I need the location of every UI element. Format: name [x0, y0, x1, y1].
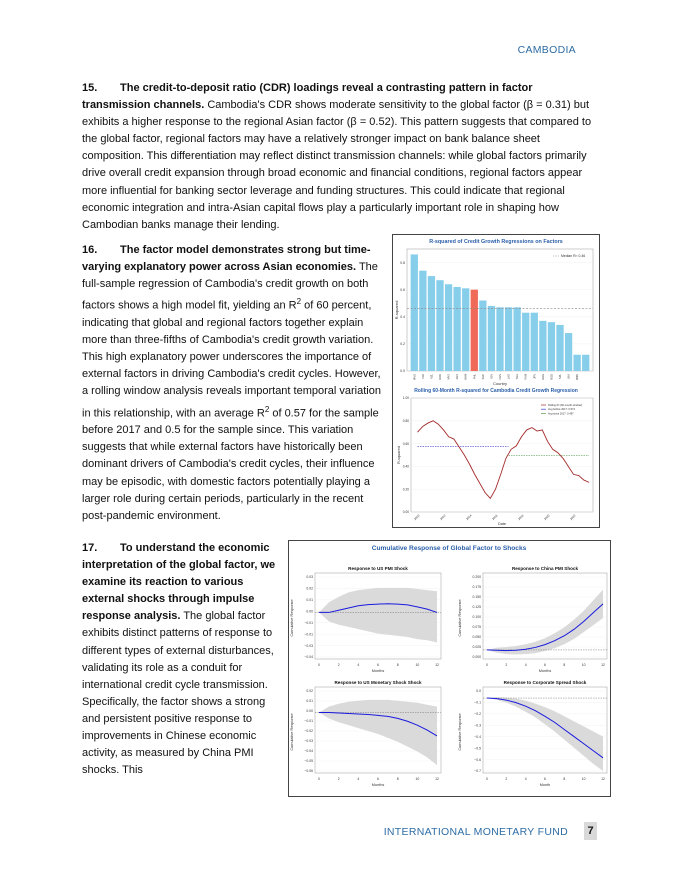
bar: [454, 287, 461, 371]
x-tick-label: 8: [396, 663, 399, 667]
x-tick-label: 2016: [491, 513, 499, 522]
y-tick-label: −0.01: [304, 632, 313, 637]
y-tick-label: 0.4: [400, 314, 405, 319]
y-tick-label: −0.1: [474, 700, 481, 705]
paragraph-17: [82, 540, 280, 779]
confidence-band: [319, 700, 437, 765]
y-tick-label: 0.40: [402, 464, 409, 469]
x-tick-label: 12: [601, 663, 605, 667]
paragraph-lead: The credit-to-deposit ratio (CDR) loadings reveal a contrasting pattern in factor transmission channels.: [82, 82, 533, 112]
y-axis-label: Cumulative Response: [458, 599, 462, 637]
bar: [548, 322, 555, 371]
x-axis-label: Country: [492, 381, 508, 386]
y-tick-label: 0.03: [306, 575, 313, 580]
x-tick-label: 10: [415, 663, 420, 667]
bar: [539, 321, 546, 371]
x-axis-label: Months: [538, 669, 552, 673]
y-tick-label: −0.01: [304, 719, 313, 724]
y-tick-label: 0.80: [402, 419, 409, 423]
y-tick-label: 0.00: [306, 609, 313, 614]
y-tick-label: 0.60: [402, 441, 409, 446]
x-tick-label: 0: [486, 777, 488, 781]
panel-title: Response to US PMI Shock: [348, 566, 408, 571]
x-tick-label: 4: [357, 777, 360, 781]
paragraph-body: The global factor exhibits distinct patterns of response to different types of external disturbances, validating its role as a conduit for international credit cycle transmission. Specifically, the factor shows a strong and persistent positive response to improvements in Chinese economic activity, as measured by China PMI shocks. This: [82, 610, 274, 777]
x-tick-label: PHL: [473, 374, 477, 380]
x-tick-label: MYS: [447, 374, 451, 380]
x-tick-label: BGD: [550, 374, 554, 380]
y-tick-label: −0.06: [304, 769, 313, 774]
y-tick-label: 0.200: [472, 575, 481, 580]
y-tick-label: −0.03: [304, 643, 313, 648]
y-tick-label: 0.8: [400, 260, 405, 265]
x-tick-label: 6: [377, 777, 379, 781]
x-tick-label: 2: [337, 777, 340, 781]
y-tick-label: 0.150: [472, 595, 481, 600]
x-tick-label: 0: [318, 777, 320, 781]
bar: [462, 288, 469, 371]
bar: [496, 307, 503, 371]
y-tick-label: −0.01: [304, 620, 313, 625]
x-tick-label: 2: [505, 663, 508, 667]
x-tick-label: CHN: [499, 374, 502, 380]
impulse-response-figure-svg: [289, 541, 610, 796]
x-tick-label: KOR: [439, 374, 442, 380]
bar: [479, 301, 486, 371]
figure-r-squared: [392, 234, 600, 528]
confidence-band: [487, 697, 603, 771]
bar: [505, 307, 512, 371]
x-tick-label: 12: [435, 663, 439, 667]
bar: [445, 284, 452, 371]
x-tick-label: 2012: [439, 513, 447, 522]
y-tick-label: −0.6: [474, 757, 481, 762]
x-tick-label: IND: [421, 374, 425, 379]
x-tick-label: LKA: [567, 374, 571, 379]
y-tick-label: 0.02: [306, 689, 313, 694]
x-tick-label: 4: [524, 777, 527, 781]
paragraph-16: [82, 242, 384, 525]
paragraph-number: 16.: [82, 244, 98, 256]
y-axis-label: Cumulative Response: [290, 713, 294, 751]
running-head: CAMBODIA: [517, 44, 576, 56]
x-tick-label: HKG: [541, 374, 545, 380]
bar: [531, 313, 538, 371]
y-tick-label: 1.00: [402, 396, 409, 401]
panel-title: Response to Corporate Spread Shock: [503, 680, 587, 685]
x-tick-label: 2018: [517, 513, 525, 522]
page-number: 7: [584, 822, 597, 840]
y-tick-label: −0.3: [474, 723, 481, 728]
x-tick-label: NZL: [430, 374, 434, 379]
paragraph-body: of 60 percent, indicating that global and regional factors together explain more than three-fifths of Cambodia's credit growth variation. This high explanatory power underscores the importance of external factors in driving Cambodia's credit cycles. However, a rolling window analysis reveals important temporal variation in this relationship, with an average R: [82, 299, 381, 420]
y-tick-label: −0.7: [474, 769, 481, 774]
y-tick-label: −0.5: [474, 746, 481, 751]
legend-label: Median R²: 0.46: [561, 254, 586, 259]
x-tick-label: 8: [563, 663, 566, 667]
legend-label: Avg before 2017: 0.574: [548, 408, 575, 412]
paragraph-number: 15.: [82, 82, 98, 94]
x-tick-label: IDN: [490, 374, 494, 379]
y-tick-label: 0.20: [402, 487, 409, 492]
y-axis-label: R-squared: [394, 300, 399, 320]
y-axis-label: R-squared: [397, 446, 401, 464]
y-tick-label: −0.04: [304, 749, 313, 754]
x-tick-label: MMR: [576, 374, 580, 381]
y-tick-label: 0.0: [476, 689, 481, 694]
y-tick-label: −0.02: [304, 729, 313, 734]
x-tick-label: 10: [581, 777, 586, 781]
y-tick-label: −0.4: [474, 734, 481, 739]
bar: [556, 325, 563, 371]
y-tick-label: 0.02: [306, 586, 313, 591]
r-squared-figure-svg: [393, 235, 599, 527]
legend-label: Avg since 2017: 0.497: [548, 412, 574, 416]
x-tick-label: 8: [396, 777, 399, 781]
legend-label: Rolling R² (60-month window): [548, 404, 583, 407]
x-tick-label: 10: [581, 663, 586, 667]
paragraph-body: Cambodia's CDR shows moderate sensitivity to the global factor (β = 0.31) but exhibits a higher response to the regional Asian factor (β = 0.52). This pattern suggests that compared to the global factor, regional factors may have a relatively stronger impact on bank balance sheet composition. This differentiation may reflect distinct transmission channels: while global factors primarily drive overall credit expansion through broad economic and financial conditions, regional factors appear more influential for banking sector leverage and funding structures. This could indicate that regional economic integration and intra-Asian capital flows play a particularly important role in shaping how Cambodian banks manage their lending.: [82, 99, 592, 231]
paragraph-body: of 0.57 for the sample before 2017 and 0.5 for the sample since. This variation suggests that while external factors have historically been dominant drivers of Cambodia's credit cycles, their influence may be episodic, with domestic factors potentially playing a larger role during certain periods, particularly in the recent post-pandemic environment.: [82, 407, 379, 522]
x-axis-label: Months: [371, 669, 385, 673]
bar: [488, 306, 495, 371]
x-tick-label: 2020: [543, 513, 551, 522]
y-tick-label: 0.2: [400, 342, 405, 347]
x-tick-label: 8: [563, 777, 566, 781]
x-tick-label: 12: [435, 777, 439, 781]
chart-title: Cumulative Response of Global Factor to Shocks: [371, 545, 527, 552]
y-tick-label: 0.000: [472, 655, 481, 660]
y-tick-label: −0.03: [304, 739, 313, 744]
paragraph-body: The full-sample regression of Cambodia's credit growth on both factors shows a high model fit, yielding an R: [82, 261, 378, 312]
y-axis-label: Cumulative Response: [458, 713, 462, 751]
paragraph-number: 17.: [82, 542, 98, 554]
bar: [522, 313, 529, 371]
x-tick-label: 2: [505, 777, 508, 781]
x-tick-label: 0: [486, 663, 488, 667]
x-tick-label: 4: [524, 663, 527, 667]
y-tick-label: 0.025: [472, 645, 481, 650]
x-tick-label: NPL: [559, 374, 562, 380]
bar: [471, 290, 478, 371]
y-tick-label: 0.050: [472, 635, 481, 640]
superscript: 2: [296, 297, 302, 307]
figure-impulse-response: [288, 540, 611, 797]
x-tick-label: 2014: [465, 513, 473, 522]
x-axis-label: Months: [371, 783, 385, 787]
x-tick-label: 6: [544, 777, 546, 781]
x-tick-label: 6: [377, 663, 379, 667]
x-axis-label: Date: [497, 522, 507, 526]
x-tick-label: 10: [415, 777, 420, 781]
x-tick-label: JPN: [533, 374, 537, 379]
panel-title: Response to US Monetary Shock Shock: [334, 680, 422, 685]
panel-title: Response to China PMI Shock: [511, 566, 579, 571]
x-tick-label: 6: [544, 663, 546, 667]
paragraph-15: [82, 80, 600, 234]
bar: [436, 280, 443, 371]
x-tick-label: 0: [318, 663, 320, 667]
x-tick-label: MNG: [413, 374, 417, 381]
paragraph-lead: The factor model demonstrates strong but time-varying explanatory power across Asian economies.: [82, 244, 371, 274]
chart-title: R-squared of Credit Growth Regressions on Factors: [429, 239, 563, 245]
x-tick-label: LAO: [507, 374, 511, 380]
bar: [411, 254, 418, 371]
bar: [565, 333, 572, 371]
x-tick-label: VNM: [524, 374, 528, 380]
y-tick-label: 0.075: [472, 625, 481, 630]
x-tick-label: 2010: [413, 513, 421, 522]
x-tick-label: KHM: [464, 374, 468, 380]
y-tick-label: 0.00: [402, 510, 409, 515]
chart-title: Rolling 60-Month R-squared for Cambodia Credit Growth Regression: [414, 388, 578, 394]
y-tick-label: 0.100: [472, 615, 481, 620]
x-tick-label: 2022: [569, 513, 577, 522]
y-tick-label: 0.6: [400, 287, 405, 292]
rolling-r2-line: [418, 421, 590, 499]
y-tick-label: 0.175: [472, 585, 481, 590]
y-tick-label: 0.00: [306, 709, 313, 714]
bar: [419, 271, 426, 371]
y-tick-label: −0.2: [474, 712, 481, 717]
x-axis-label: Month: [539, 783, 551, 787]
y-tick-label: −0.04: [304, 655, 313, 660]
y-tick-label: −0.05: [304, 759, 313, 764]
bar: [582, 355, 589, 371]
x-tick-label: 12: [601, 777, 605, 781]
y-tick-label: 0.01: [306, 699, 313, 704]
x-tick-label: AUS: [456, 374, 460, 380]
bar: [574, 355, 581, 371]
bar: [514, 307, 521, 371]
x-tick-label: 4: [357, 663, 360, 667]
x-tick-label: THA: [516, 374, 520, 380]
x-tick-label: 2: [337, 663, 340, 667]
footer-organization: INTERNATIONAL MONETARY FUND: [383, 826, 568, 838]
y-axis-label: Cumulative Response: [290, 599, 294, 637]
y-tick-label: 0.0: [400, 369, 405, 374]
y-tick-label: 0.125: [472, 605, 481, 610]
x-tick-label: SGP: [481, 374, 485, 380]
y-tick-label: 0.01: [306, 598, 313, 603]
superscript: 2: [264, 404, 270, 414]
bar: [428, 276, 435, 371]
paragraph-lead: To understand the economic interpretation of the global factor, we examine its reaction to various external shocks through impulse response analysis.: [82, 542, 276, 623]
